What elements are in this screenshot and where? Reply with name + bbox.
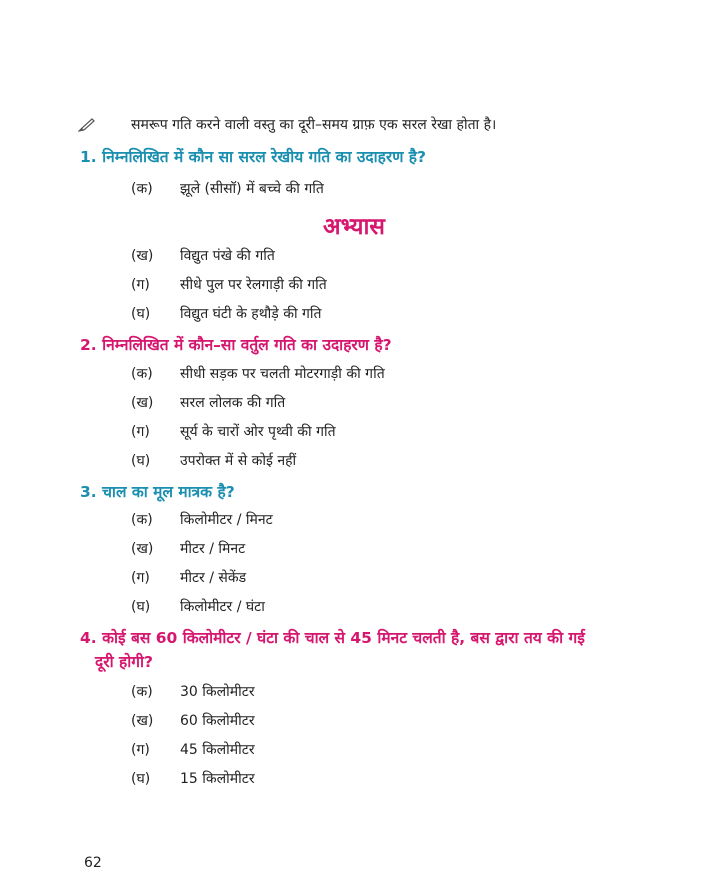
option-key: (क): [131, 181, 153, 197]
question-3: [80, 480, 235, 502]
option-key: (घ): [131, 599, 151, 615]
option-key: (ग): [131, 742, 150, 758]
option-text: विद्युत घंटी के हथौड़े की गति: [180, 306, 322, 322]
question-2: [80, 333, 392, 355]
option-key: (ख): [131, 713, 154, 729]
question-text: निम्नलिखित में कौन सा सरल रेखीय गति का उदाहरण है?: [102, 148, 427, 166]
summary-text: समरूप गति करने वाली वस्तु का दूरी–समय ग्राफ़ एक सरल रेखा होता है।: [131, 117, 497, 133]
question-4-continuation: दूरी होगी?: [95, 653, 153, 671]
option-key: (ग): [131, 277, 150, 293]
option-key: (क): [131, 512, 153, 528]
option-text: 15 किलोमीटर: [180, 771, 255, 787]
option-key: (ख): [131, 541, 154, 557]
question-text: निम्नलिखित में कौन–सा वर्तुल गति का उदाहरण है?: [102, 336, 392, 354]
option-text: किलोमीटर / घंटा: [180, 599, 265, 615]
option-text: 60 किलोमीटर: [180, 713, 255, 729]
section-heading: अभ्यास: [323, 214, 385, 240]
option-text: किलोमीटर / मिनट: [180, 512, 273, 528]
question-number: 2.: [80, 336, 97, 354]
option-key: (ग): [131, 570, 150, 586]
option-text: सूर्य के चारों ओर पृथ्वी की गति: [180, 424, 336, 440]
option-text: उपरोक्त में से कोई नहीं: [180, 453, 297, 469]
option-text: सीधी सड़क पर चलती मोटरगाड़ी की गति: [180, 366, 385, 382]
question-text: कोई बस 60 किलोमीटर / घंटा की चाल से 45 मिनट चलती है, बस द्वारा तय की गई: [102, 629, 585, 647]
option-key: (ग): [131, 424, 150, 440]
option-key: (ख): [131, 395, 154, 411]
option-key: (क): [131, 684, 153, 700]
option-text: झूले (सीसॉ) में बच्चे की गति: [180, 181, 324, 197]
question-number: 1.: [80, 148, 97, 166]
question-number: 4.: [80, 629, 97, 647]
option-text: सीधे पुल पर रेलगाड़ी की गति: [180, 277, 327, 293]
option-text: 45 किलोमीटर: [180, 742, 255, 758]
option-text: विद्युत पंखे की गति: [180, 248, 275, 264]
option-text: मीटर / सेकेंड: [180, 570, 247, 586]
option-text: सरल लोलक की गति: [180, 395, 286, 411]
option-key: (घ): [131, 306, 151, 322]
question-number: 3.: [80, 483, 97, 501]
pencil-icon: [78, 117, 96, 131]
question-1: [80, 145, 426, 167]
option-key: (घ): [131, 453, 151, 469]
page-number: 62: [84, 855, 102, 871]
option-key: (क): [131, 366, 153, 382]
option-key: (घ): [131, 771, 151, 787]
question-text: चाल का मूल मात्रक है?: [102, 483, 235, 501]
option-key: (ख): [131, 248, 154, 264]
option-text: 30 किलोमीटर: [180, 684, 255, 700]
option-text: मीटर / मिनट: [180, 541, 246, 557]
question-4: [80, 626, 585, 648]
